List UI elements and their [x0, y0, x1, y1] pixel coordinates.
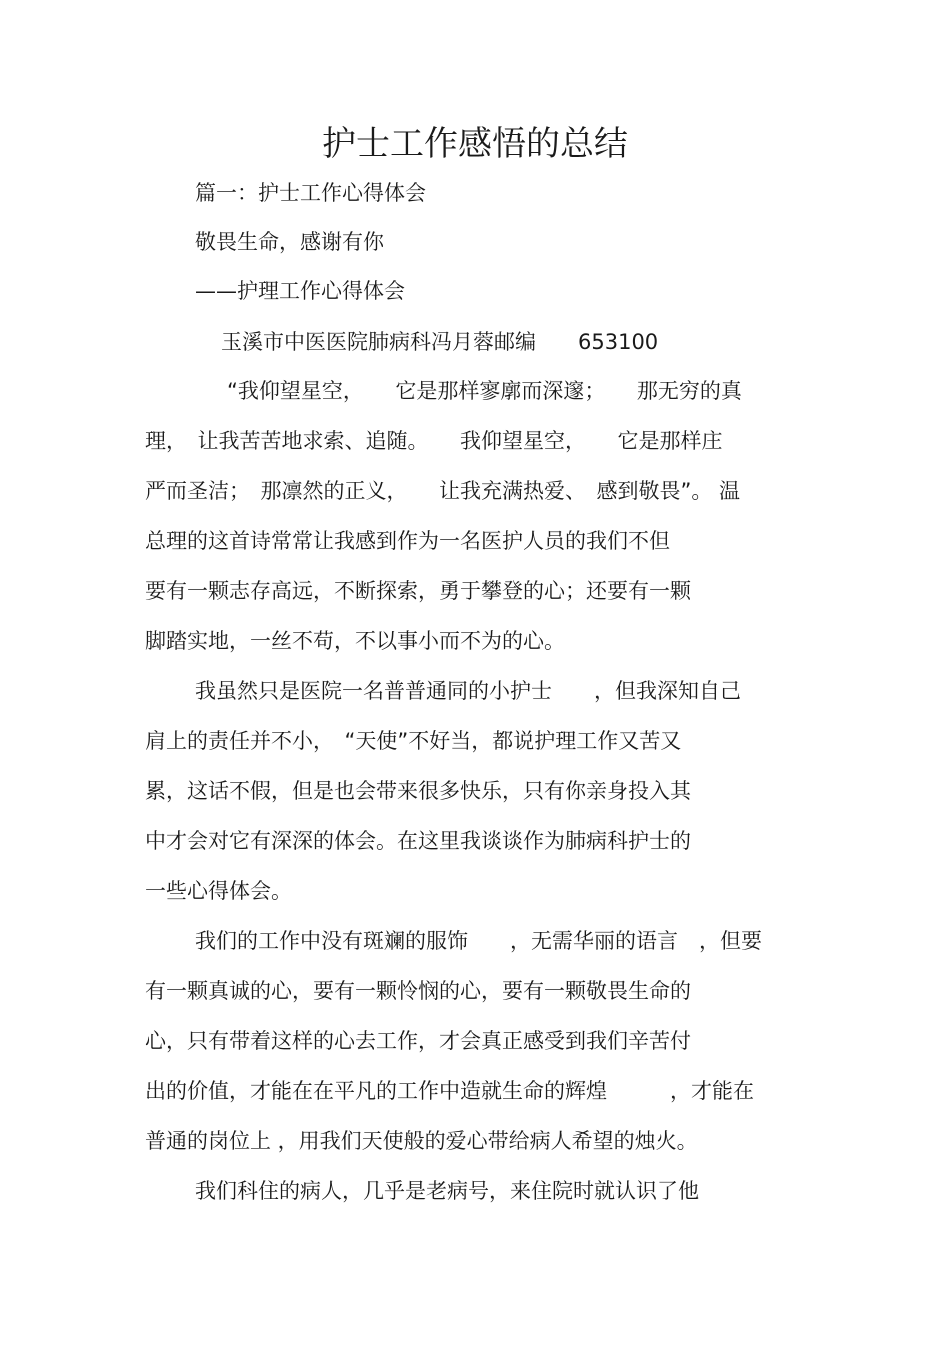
paragraph-line: 心，只有带着这样的心去工作，才会真正感受到我们辛苦付 [145, 1029, 691, 1053]
paragraph-line: 我们科住的病人，几乎是老病号，来住院时就认识了他 [195, 1179, 699, 1203]
paragraph-line: 有一颗真诚的心，要有一颗怜悯的心，要有一颗敬畏生命的 [145, 979, 691, 1003]
paragraph-line: 中才会对它有深深的体会。在这里我谈谈作为肺病科护士的 [145, 829, 691, 853]
section-heading: 篇一：护士工作心得体会 [195, 181, 426, 205]
paragraph-line: 我们的工作中没有斑斓的服饰 ，无需华丽的语言 ，但要 [195, 929, 762, 953]
paragraph-line: 要有一颗志存高远，不断探索，勇于攀登的心；还要有一颗 [145, 579, 691, 603]
essay-subtitle: ——护理工作心得体会 [195, 279, 405, 303]
essay-title: 敬畏生命，感谢有你 [195, 230, 384, 254]
author-line: 玉溪市中医医院肺病科冯月蓉邮编 653100 [221, 330, 659, 354]
paragraph-line: 肩上的责任并不小， “天使”不好当，都说护理工作又苦又 [145, 729, 682, 753]
paragraph-line: 严而圣洁； 那凛然的正义， 让我充满热爱、 感到敬畏”。 温 [145, 479, 741, 503]
paragraph-line: 脚踏实地，一丝不苟，不以事小而不为的心。 [145, 629, 565, 653]
paragraph-line: 普通的岗位上 ，用我们天使般的爱心带给病人希望的烛火。 [145, 1129, 698, 1153]
paragraph-line: 理， 让我苦苦地求索、追随。 我仰望星空， 它是那样庄 [145, 429, 723, 453]
paragraph-line: 总理的这首诗常常让我感到作为一名医护人员的我们不但 [145, 529, 670, 553]
paragraph-line: 累，这话不假，但是也会带来很多快乐，只有你亲身投入其 [145, 779, 691, 803]
document-title: 护士工作感悟的总结 [322, 124, 628, 164]
paragraph-line: 一些心得体会。 [145, 879, 292, 903]
paragraph-line: 我虽然只是医院一名普普通同的小护士 ，但我深知自己 [195, 679, 741, 703]
paragraph-line: 出的价值，才能在在平凡的工作中造就生命的辉煌 ，才能在 [145, 1079, 754, 1103]
paragraph-line: “我仰望星空， 它是那样寥廓而深邃； 那无穷的真 [227, 379, 742, 403]
